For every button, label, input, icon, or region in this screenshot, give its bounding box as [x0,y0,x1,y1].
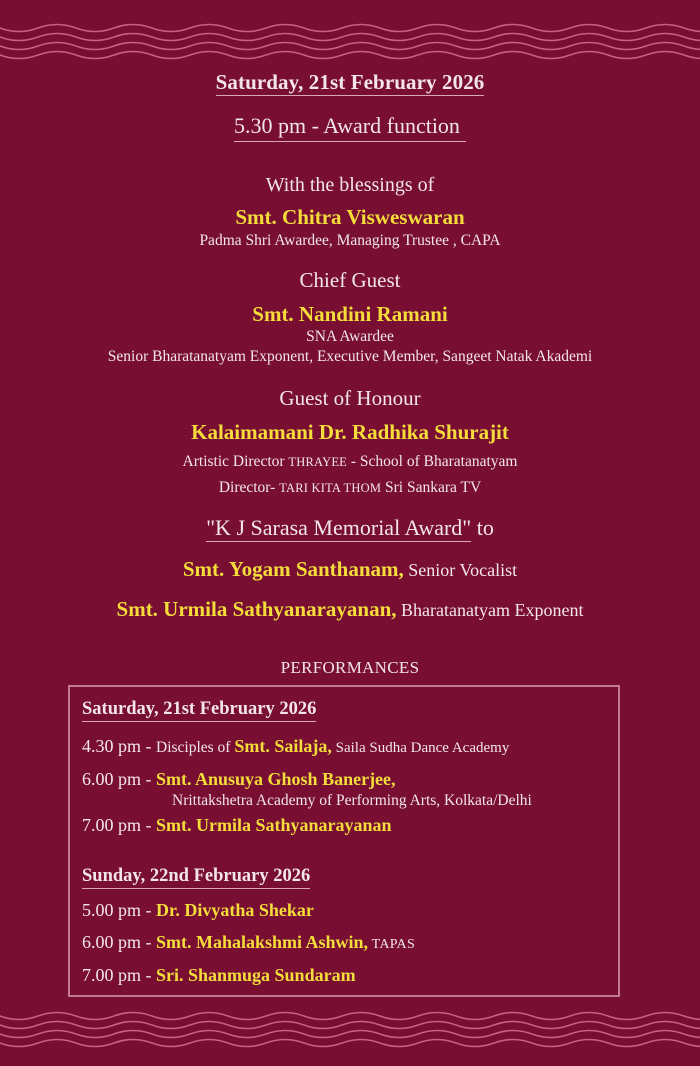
performance-time: 6.00 pm - [82,769,156,789]
wave-border-bottom-icon [0,1008,700,1048]
recipient-1-desc: Senior Vocalist [403,560,518,580]
performance-row [82,768,396,790]
performer-name: Smt. Mahalakshmi Ashwin, [156,932,369,952]
performance-time: 6.00 pm - [82,932,156,952]
wave-border-top-icon [0,20,700,60]
guest-of-honour-line1 [0,453,700,471]
award-title [0,515,700,541]
performance-row [82,814,392,836]
performer-affiliation: Saila Sudha Dance Academy [331,740,510,756]
blessings-details: Padma Shri Awardee, Managing Trustee , CAPA [199,232,501,249]
chief-guest-label: Chief Guest [299,268,401,292]
performer-name: Smt. Sailaja, [234,736,332,756]
blessings-name: Smt. Chitra Visweswaran [235,205,465,229]
gh-line2-post: Sri Sankara TV [381,479,482,496]
award-suffix: to [471,515,494,540]
award-function-time [0,113,700,142]
day-2-date: Sunday, 22nd February 2026 [82,865,310,889]
guest-of-honour-name: Kalaimamani Dr. Radhika Shurajit [191,420,509,444]
gh-line1-org: THRAYEE [288,455,347,469]
guest-of-honour-label: Guest of Honour [279,386,421,410]
gh-line2-pre: Director- [218,479,280,496]
recipient-2-desc: Bharatanatyam Exponent [396,600,584,620]
performer-name: Smt. Urmila Sathyanarayanan [156,815,392,835]
gh-line2-show: TARI KITA THOM [279,481,382,495]
event-date-header [0,70,700,96]
performer-affiliation: Nrittakshetra Academy of Performing Arts, Kolkata/Delhi [172,792,532,809]
gh-line1-post: - School of Bharatanatyam [347,453,518,470]
performance-time: 7.00 pm - [82,965,156,985]
blessings-label: With the blessings of [265,174,435,196]
performance-row [82,931,415,956]
recipient-2-name: Smt. Urmila Sathyanarayanan, [116,597,397,621]
chief-guest-name: Smt. Nandini Ramani [252,302,448,326]
performance-time: 7.00 pm - [82,815,156,835]
day-1-date: Saturday, 21st February 2026 [82,698,316,722]
award-recipient-2 [0,597,700,622]
performance-row [82,899,314,921]
performance-time: 4.30 pm - [82,736,156,756]
award-recipient-1 [0,557,700,582]
award-function-label: 5.30 pm - Award function [234,113,466,142]
gh-line1-pre: Artistic Director [182,453,289,470]
performance-row [82,735,509,759]
chief-guest-award: SNA Awardee [306,328,394,345]
performance-row [82,964,356,986]
event-date: Saturday, 21st February 2026 [215,70,485,94]
performer-name: Dr. Divyatha Shekar [156,900,314,920]
performer-affiliation: TAPAS [368,937,416,952]
performance-prefix: Disciples of [156,739,235,756]
performer-name: Smt. Anusuya Ghosh Banerjee, [156,769,396,789]
award-name: "K J Sarasa Memorial Award" [206,515,472,540]
performer-name: Sri. Shanmuga Sundaram [156,965,356,985]
recipient-1-name: Smt. Yogam Santhanam, [182,557,404,581]
chief-guest-details: Senior Bharatanatyam Exponent, Executive Member, Sangeet Natak Akademi [107,348,593,365]
performances-heading: PERFORMANCES [280,658,420,677]
performance-time: 5.00 pm - [82,900,156,920]
guest-of-honour-line2 [0,479,700,497]
